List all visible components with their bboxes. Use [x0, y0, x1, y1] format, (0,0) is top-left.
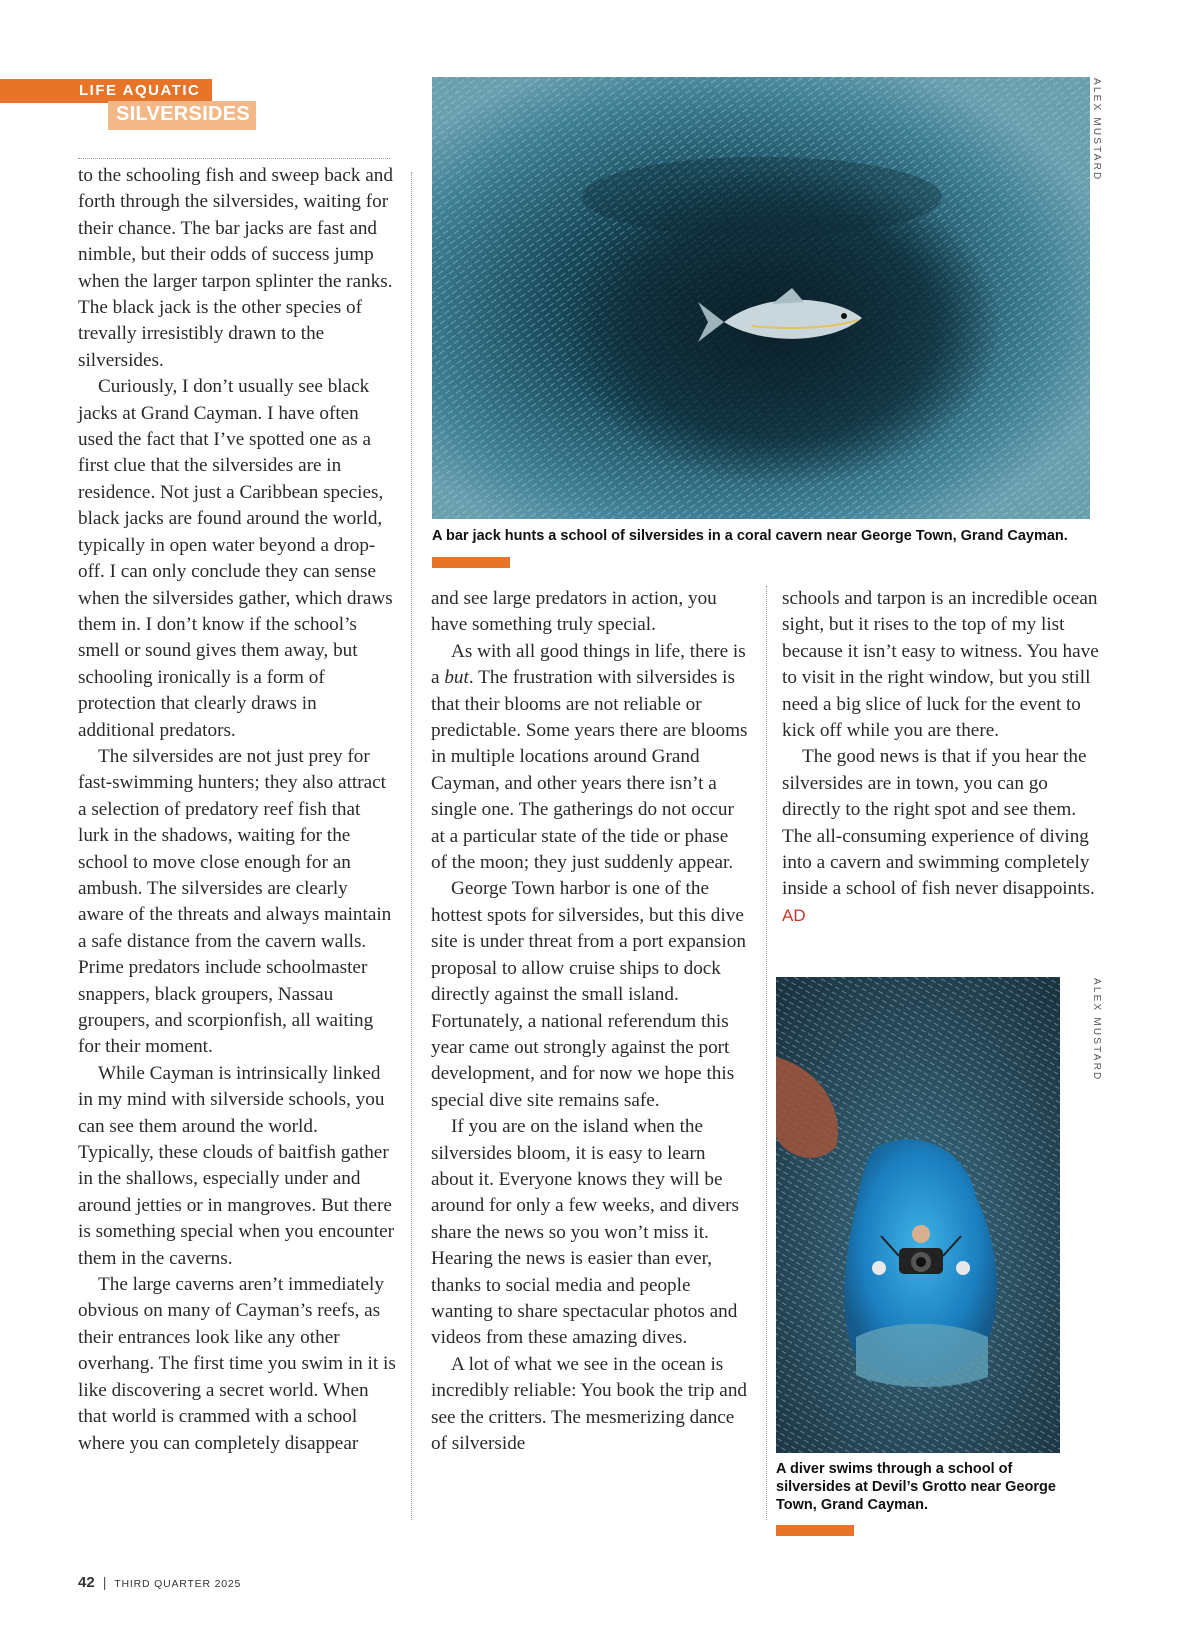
- paragraph: While Cayman is intrinsically linked in my mind with silverside schools, you can see them around the world. Typically, these clouds of baitfish gather in the shallows, especially under and around jetties or in mangroves. But there is something special when you encounter them in the caverns.: [78, 1062, 394, 1269]
- paragraph: to the schooling fish and sweep back and forth through the silversides, waiting for their chance. The bar jacks are fast and nimble, but their odds of success jump when the larger tarpon splinter the ranks. The black jack is the other species of trevally irresistibly drawn to the silversides.: [78, 165, 393, 371]
- text-run: . The frustration with silversides is that their blooms are not reliable or predictable. Some years there are blooms in multiple locations around Grand Cayman, and other years there isn’t a single one. The gatherings do not occur at a particular state of the tide or phase of the moon; they just suddenly appear.: [431, 667, 748, 874]
- photo-caption-top: A bar jack hunts a school of silversides in a coral cavern near George Town, Grand Cayman.: [432, 528, 1068, 544]
- photo-credit-bottom: ALEX MUSTARD: [1091, 978, 1102, 1082]
- diver-photo: [776, 977, 1060, 1453]
- paragraph: The large caverns aren’t immediately obvious on many of Cayman’s reefs, as their entrances look like any other overhang. The first time you swim in it is like discovering a secret world. When that world is crammed with a school where you can completely disappear: [78, 1274, 396, 1454]
- text-column-right: [782, 586, 1100, 929]
- column-divider-left: [411, 172, 412, 1520]
- paragraph: George Town harbor is one of the hottest spots for silversides, but this dive site is under threat from a port expansion proposal to allow cruise ships to dock directly against the small island. Fortunately, a national referendum this year came out strongly against the port development, and for now we hope this special dive site remains safe.: [431, 878, 746, 1111]
- column-top-rule: [78, 158, 390, 159]
- page-footer: [78, 1574, 241, 1592]
- emphasis: but: [444, 667, 469, 689]
- caption-accent-bar-top: [432, 557, 510, 568]
- paragraph: If you are on the island when the silversides bloom, it is easy to learn about it. Everyone knows they will be around for only a few weeks, and divers share the news so you won’t miss it. Hearing the news is easier than ever, thanks to social media and people wanting to share spectacular photos and videos from these amazing dives.: [431, 1116, 739, 1349]
- caption-accent-bar-bottom: [776, 1525, 854, 1536]
- bar-jack-photo: [432, 77, 1090, 519]
- paragraph: and see large predators in action, you have something truly special.: [431, 588, 717, 636]
- page-number: 42: [78, 1574, 95, 1591]
- column-divider-right: [766, 586, 767, 1520]
- photo-caption-bottom: A diver swims through a school of silversides at Devil’s Grotto near George Town, Grand Cayman.: [776, 1461, 1056, 1513]
- paragraph: schools and tarpon is an incredible ocean sight, but it rises to the top of my list because it isn’t easy to witness. You have to visit in the right window, but you still need a big slice of luck for the event to kick off while you are there.: [782, 588, 1099, 742]
- text-run: The good news is that if you hear the silversides are in town, you can go directly to the right spot and see them. The all-consuming experience of diving into a cavern and swimming completely inside a school of fish never disappoints.: [782, 746, 1095, 900]
- text-run: As with all good things in life, there is a: [431, 640, 746, 689]
- issue-label: THIRD QUARTER 2025: [114, 1578, 242, 1590]
- paragraph: The silversides are not just prey for fast-swimming hunters; they also attract a selection of predatory reef fish that lurk in the shadows, waiting for the school to move close enough for an ambush. The silversides are clearly aware of the threats and always maintain a safe distance from the cavern walls. Prime predators include schoolmaster snappers, black groupers, Nassau groupers, and scorpionfish, all waiting for their moment.: [78, 745, 392, 1058]
- paragraph: A lot of what we see in the ocean is incredibly reliable: You book the trip and see the critters. The mesmerizing dance of silverside: [431, 1353, 748, 1454]
- text-column-left: [78, 163, 396, 1457]
- paragraph: [431, 639, 749, 877]
- paragraph: [782, 744, 1100, 929]
- paragraph: Curiously, I don’t usually see black jacks at Grand Cayman. I have often used the fact that I’ve spotted one as a first clue that the silversides are in residence. Not just a Caribbean species, black jacks are found around the world, typically in open water beyond a drop-off. I can only conclude they can sense when the silversides gather, which draws them in. I don’t know if the school’s smell or sound gives them away, but schooling ironically is a form of protection that clearly draws in additional predators.: [78, 376, 393, 741]
- section-topic: SILVERSIDES: [108, 101, 256, 130]
- footer-separator: |: [102, 1574, 107, 1590]
- text-column-middle: [431, 586, 749, 1457]
- section-label: LIFE AQUATIC: [0, 79, 212, 103]
- photo-credit-top: ALEX MUSTARD: [1091, 78, 1102, 182]
- end-mark: AD: [782, 905, 806, 925]
